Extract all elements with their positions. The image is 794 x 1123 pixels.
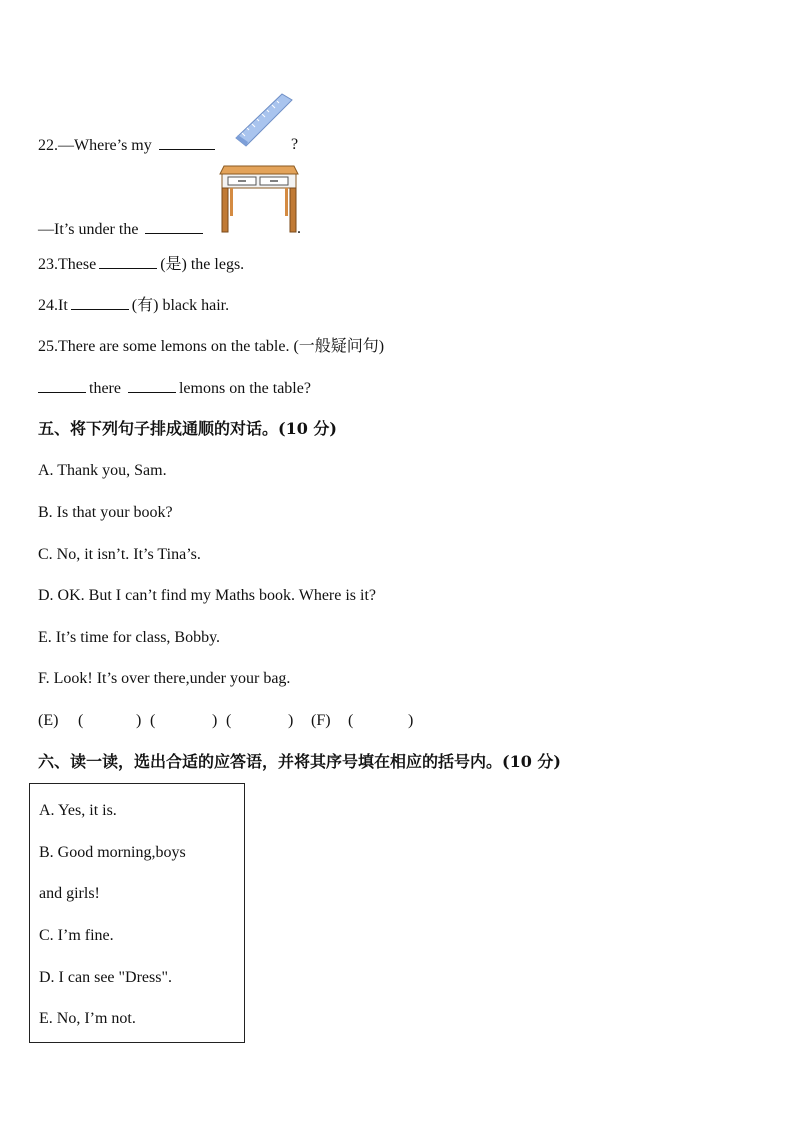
order-slot-1-open: ( [78, 712, 84, 729]
ruler-icon [232, 90, 302, 150]
q22-line1-prefix: 22.—Where’s my [38, 137, 152, 154]
q22-line2-suffix: . [297, 220, 301, 237]
q23-suffix: (是) the legs. [160, 256, 245, 273]
q24-prefix: 24.It [38, 297, 68, 314]
option-c: C. I’m fine. [39, 927, 114, 944]
order-slot-4-close: ) [408, 712, 414, 729]
section5-item-f: F. Look! It’s over there,under your bag. [38, 670, 291, 687]
section5-item-b: B. Is that your book? [38, 504, 173, 521]
option-b-cont: and girls! [39, 885, 100, 902]
option-b: B. Good morning,boys [39, 844, 186, 861]
section5-item-d: D. OK. But I can’t find my Maths book. Where is it? [38, 587, 377, 604]
q23-prefix: 23.These [38, 256, 97, 273]
section5-item-e: E. It’s time for class, Bobby. [38, 629, 221, 646]
option-d: D. I can see "Dress". [39, 969, 173, 986]
options-box [29, 783, 245, 1043]
option-e: E. No, I’m not. [39, 1010, 136, 1027]
q25-line1: 25.There are some lemons on the table. (一般疑问句) [38, 338, 385, 355]
order-slot-3-close: ) [288, 712, 294, 729]
q22-line1 [38, 135, 218, 156]
order-slot-3-open: ( [226, 712, 232, 729]
order-first: (E) [38, 712, 59, 729]
section5-item-c: C. No, it isn’t. It’s Tina’s. [38, 546, 201, 563]
q23-line [38, 254, 244, 275]
q25-blank-2[interactable] [128, 378, 176, 393]
section5-heading: 五、将下列句子排成通顺的对话。(10 分) [38, 419, 337, 438]
section5-item-a: A. Thank you, Sam. [38, 462, 167, 479]
q23-blank[interactable] [99, 254, 157, 269]
q24-suffix: (有) black hair. [131, 297, 230, 314]
q24-blank[interactable] [71, 295, 129, 310]
q25-mid: there [89, 380, 121, 397]
q22-blank-2[interactable] [145, 219, 203, 234]
order-last: (F) [311, 712, 331, 729]
section6-heading: 六、读一读，选出合适的应答语，并将其序号填在相应的括号内。(10 分) [38, 752, 561, 771]
q22-line2 [38, 219, 206, 240]
section5-order-row [38, 711, 58, 731]
q25-line2 [38, 378, 311, 399]
q22-line1-suffix: ? [291, 136, 299, 153]
order-slot-4-open: ( [348, 712, 354, 729]
order-slot-1-close: ) [136, 712, 142, 729]
q22-line2-prefix: —It’s under the [38, 221, 139, 238]
desk-icon [218, 162, 300, 234]
order-slot-2-close: ) [212, 712, 218, 729]
option-a: A. Yes, it is. [39, 802, 117, 819]
q25-blank-1[interactable] [38, 378, 86, 393]
order-slot-2-open: ( [150, 712, 156, 729]
q22-blank-1[interactable] [159, 135, 215, 150]
q24-line [38, 295, 229, 316]
q25-end: lemons on the table? [178, 380, 311, 397]
